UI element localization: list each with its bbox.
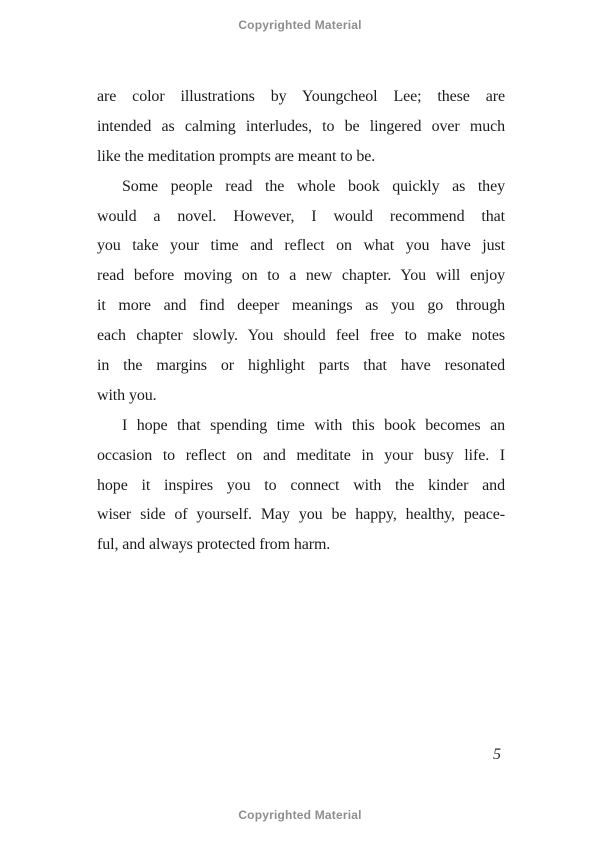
page-number: 5: [493, 746, 501, 763]
copyright-notice-bottom: Copyrighted Material: [238, 808, 362, 822]
text-line: would a novel. However, I would recommend that: [97, 207, 505, 225]
text-line: like the meditation prompts are meant to be.: [97, 147, 376, 165]
text-line: wiser side of yourself. May you be happy, healthy, peace-: [97, 506, 505, 524]
text-line: with you.: [97, 386, 157, 404]
text-line: ful, and always protected from harm.: [97, 536, 331, 554]
body-text: [97, 82, 505, 560]
text-line: hope it inspires you to connect with the kinder and: [97, 476, 505, 494]
copyright-notice-top: Copyrighted Material: [238, 18, 362, 32]
text-line: in the margins or highlight parts that have resonated: [97, 357, 505, 375]
text-line: intended as calming interludes, to be lingered over much: [97, 117, 505, 135]
text-line: read before moving on to a new chapter. You will enjoy: [97, 267, 505, 285]
text-line: it more and find deeper meanings as you go through: [97, 297, 505, 315]
text-line: are color illustrations by Youngcheol Lee; these are: [97, 88, 505, 105]
text-line: each chapter slowly. You should feel free to make notes: [97, 327, 505, 345]
text-line: Some people read the whole book quickly as they: [122, 177, 505, 195]
text-line: you take your time and reflect on what you have just: [97, 237, 505, 255]
text-line: I hope that spending time with this book becomes an: [122, 416, 505, 434]
text-line: occasion to reflect on and meditate in your busy life. I: [97, 446, 505, 464]
